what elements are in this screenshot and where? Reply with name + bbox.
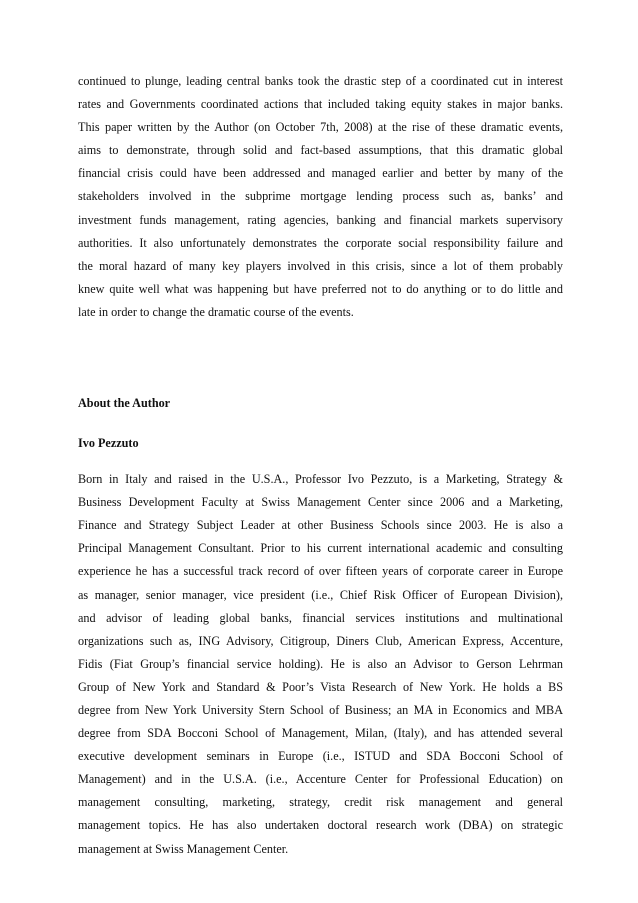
author-name-heading: Ivo Pezzuto <box>78 436 139 451</box>
intro-line: investment funds management, rating agencies, banking and financial markets supervisory <box>78 212 563 227</box>
intro-line: authorities. It also unfortunately demonstrates the corporate social responsibility failure and <box>78 235 563 250</box>
bio-line: Fidis (Fiat Group’s financial service holding). He is also an Advisor to Gerson Lehrman <box>78 656 563 671</box>
bio-line: Business Development Faculty at Swiss Management Center since 2006 and a Marketing, <box>78 495 563 510</box>
intro-paragraph <box>78 70 563 324</box>
bio-line: executive development seminars in Europe (i.e., ISTUD and SDA Bocconi School of <box>78 749 563 764</box>
intro-line: aims to demonstrate, through solid and fact-based assumptions, that this dramatic global <box>78 143 563 158</box>
intro-line: late in order to change the dramatic course of the events. <box>78 304 354 319</box>
author-bio-paragraph <box>78 468 563 861</box>
bio-line: Principal Management Consultant. Prior to his current international academic and consulting <box>78 541 563 556</box>
bio-line: management consulting, marketing, strategy, credit risk management and general <box>78 795 563 810</box>
intro-line: This paper written by the Author (on October 7th, 2008) at the rise of these dramatic events, <box>78 120 563 135</box>
about-author-heading: About the Author <box>78 396 171 411</box>
intro-line: continued to plunge, leading central banks took the drastic step of a coordinated cut in interest <box>78 74 563 88</box>
bio-line: Born in Italy and raised in the U.S.A., Professor Ivo Pezzuto, is a Marketing, Strategy & <box>78 472 563 487</box>
bio-line: degree from New York University Stern School of Business; an MA in Economics and MBA <box>78 702 563 717</box>
bio-line: degree from SDA Bocconi School of Management, Milan, (Italy), and has attended several <box>78 726 563 741</box>
intro-line: rates and Governments coordinated actions that included taking equity stakes in major banks. <box>78 97 563 112</box>
bio-line: management topics. He has also undertaken doctoral research work (DBA) on strategic <box>78 818 563 833</box>
intro-line: stakeholders involved in the subprime mortgage lending process such as, banks’ and <box>78 189 563 204</box>
intro-line: knew quite well what was happening but have preferred not to do anything or to do little and <box>78 281 563 296</box>
bio-line: as manager, senior manager, vice president (i.e., Chief Risk Officer of European Division), <box>78 587 563 602</box>
bio-line: Group of New York and Standard & Poor’s Vista Research of New York. He holds a BS <box>78 679 563 694</box>
intro-line: financial crisis could have been addressed and managed earlier and better by many of the <box>78 166 563 181</box>
document-page <box>78 70 563 861</box>
bio-line: experience he has a successful track record of over fifteen years of corporate career in Europe <box>78 564 563 579</box>
bio-line: Management) and in the U.S.A. (i.e., Accenture Center for Professional Education) on <box>78 772 563 787</box>
intro-line: the moral hazard of many key players involved in this crisis, since a lot of them probably <box>78 258 563 273</box>
bio-line: management at Swiss Management Center. <box>78 841 289 856</box>
bio-line: Finance and Strategy Subject Leader at other Business Schools since 2003. He is also a <box>78 518 563 533</box>
bio-line: organizations such as, ING Advisory, Citigroup, Diners Club, American Express, Accenture, <box>78 633 563 648</box>
bio-line: and advisor of leading global banks, financial services institutions and multinational <box>78 610 563 625</box>
